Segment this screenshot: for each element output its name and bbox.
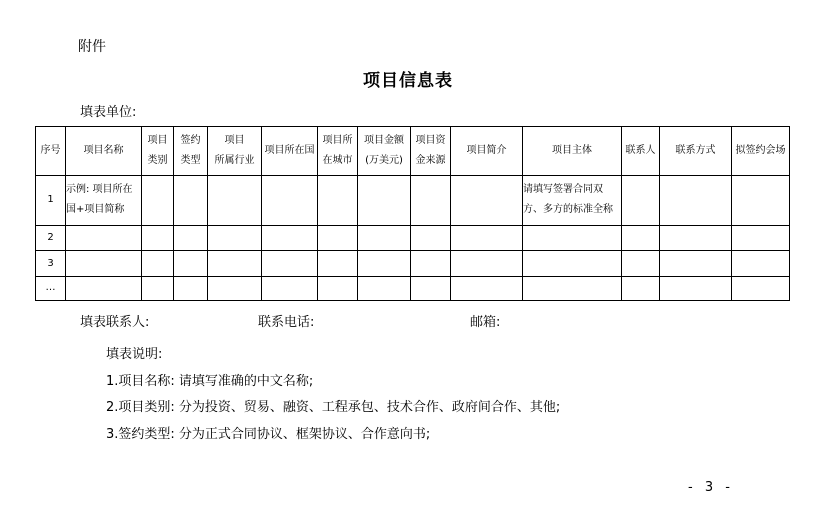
phone-label: 联系电话: bbox=[258, 315, 315, 330]
project-info-table bbox=[35, 126, 790, 301]
table-cell bbox=[66, 276, 142, 300]
table-cell bbox=[523, 226, 622, 251]
table-cell bbox=[262, 251, 318, 276]
header-cell: 项目所在国 bbox=[262, 127, 318, 176]
table-cell bbox=[208, 226, 262, 251]
table-cell bbox=[622, 251, 660, 276]
table-cell bbox=[660, 226, 732, 251]
table-cell bbox=[622, 226, 660, 251]
table-cell bbox=[66, 251, 142, 276]
table-cell bbox=[411, 226, 451, 251]
notes-heading: 填表说明: bbox=[106, 347, 163, 362]
row-number: 1 bbox=[36, 175, 66, 226]
header-cell: 项目名称 bbox=[66, 127, 142, 176]
table-cell bbox=[660, 251, 732, 276]
header-cell: 签约 类型 bbox=[174, 127, 208, 176]
table-cell bbox=[208, 276, 262, 300]
header-cell: 联系方式 bbox=[660, 127, 732, 176]
table-cell bbox=[262, 175, 318, 226]
table-cell bbox=[358, 251, 411, 276]
row-number: 2 bbox=[36, 226, 66, 251]
table-cell bbox=[451, 251, 523, 276]
table-cell bbox=[451, 276, 523, 300]
table-cell bbox=[142, 251, 174, 276]
header-cell: 项目简介 bbox=[451, 127, 523, 176]
header-cell: 项目金额 (万美元) bbox=[358, 127, 411, 176]
table-row bbox=[36, 226, 790, 251]
table-row bbox=[36, 251, 790, 276]
table-cell bbox=[318, 175, 358, 226]
table-cell bbox=[262, 276, 318, 300]
table-cell bbox=[358, 175, 411, 226]
table-cell bbox=[174, 276, 208, 300]
table-cell bbox=[318, 226, 358, 251]
table-row bbox=[36, 276, 790, 300]
table-cell bbox=[358, 276, 411, 300]
project-name-cell: 示例: 项目所在 国+项目简称 bbox=[66, 175, 142, 226]
row-number: 3 bbox=[36, 251, 66, 276]
table-cell bbox=[732, 276, 790, 300]
table-cell bbox=[622, 175, 660, 226]
table-cell bbox=[208, 175, 262, 226]
note-item: 2.项目类别: 分为投资、贸易、融资、工程承包、技术合作、政府间合作、其他; bbox=[106, 400, 561, 415]
table-cell bbox=[174, 226, 208, 251]
table-cell bbox=[174, 175, 208, 226]
table-cell bbox=[142, 175, 174, 226]
table-cell bbox=[142, 226, 174, 251]
header-cell: 项目主体 bbox=[523, 127, 622, 176]
table-cell bbox=[318, 276, 358, 300]
contact-person-label: 填表联系人: bbox=[80, 315, 150, 330]
table-cell bbox=[451, 226, 523, 251]
header-cell: 项目 所属行业 bbox=[208, 127, 262, 176]
table-cell bbox=[262, 226, 318, 251]
table-cell bbox=[411, 175, 451, 226]
table-cell bbox=[622, 276, 660, 300]
row-number: … bbox=[36, 276, 66, 300]
table-cell bbox=[523, 276, 622, 300]
table-cell bbox=[523, 251, 622, 276]
page-title: 项目信息表 bbox=[363, 71, 453, 91]
note-item: 3.签约类型: 分为正式合同协议、框架协议、合作意向书; bbox=[106, 427, 431, 442]
table-cell bbox=[660, 175, 732, 226]
table-cell bbox=[142, 276, 174, 300]
email-label: 邮箱: bbox=[470, 315, 501, 330]
project-entity-cell: 请填写签署合同双 方、多方的标准全称 bbox=[523, 175, 622, 226]
attachment-label: 附件 bbox=[78, 39, 106, 55]
table-header-row bbox=[36, 127, 790, 176]
table-cell bbox=[358, 226, 411, 251]
header-cell: 项目所 在城市 bbox=[318, 127, 358, 176]
page-number: - 3 - bbox=[688, 480, 734, 495]
table-cell bbox=[732, 175, 790, 226]
table-cell bbox=[174, 251, 208, 276]
table-cell bbox=[732, 251, 790, 276]
fill-unit-label: 填表单位: bbox=[80, 105, 137, 120]
table-cell bbox=[732, 226, 790, 251]
header-cell: 拟签约会场 bbox=[732, 127, 790, 176]
table-cell bbox=[208, 251, 262, 276]
table-row bbox=[36, 175, 790, 226]
table-cell bbox=[451, 175, 523, 226]
table-cell bbox=[411, 251, 451, 276]
table-cell bbox=[660, 276, 732, 300]
table-cell bbox=[318, 251, 358, 276]
note-item: 1.项目名称: 请填写准确的中文名称; bbox=[106, 374, 314, 389]
header-cell: 序号 bbox=[36, 127, 66, 176]
header-cell: 联系人 bbox=[622, 127, 660, 176]
table-cell bbox=[411, 276, 451, 300]
header-cell: 项目资 金来源 bbox=[411, 127, 451, 176]
header-cell: 项目 类别 bbox=[142, 127, 174, 176]
table-cell bbox=[66, 226, 142, 251]
